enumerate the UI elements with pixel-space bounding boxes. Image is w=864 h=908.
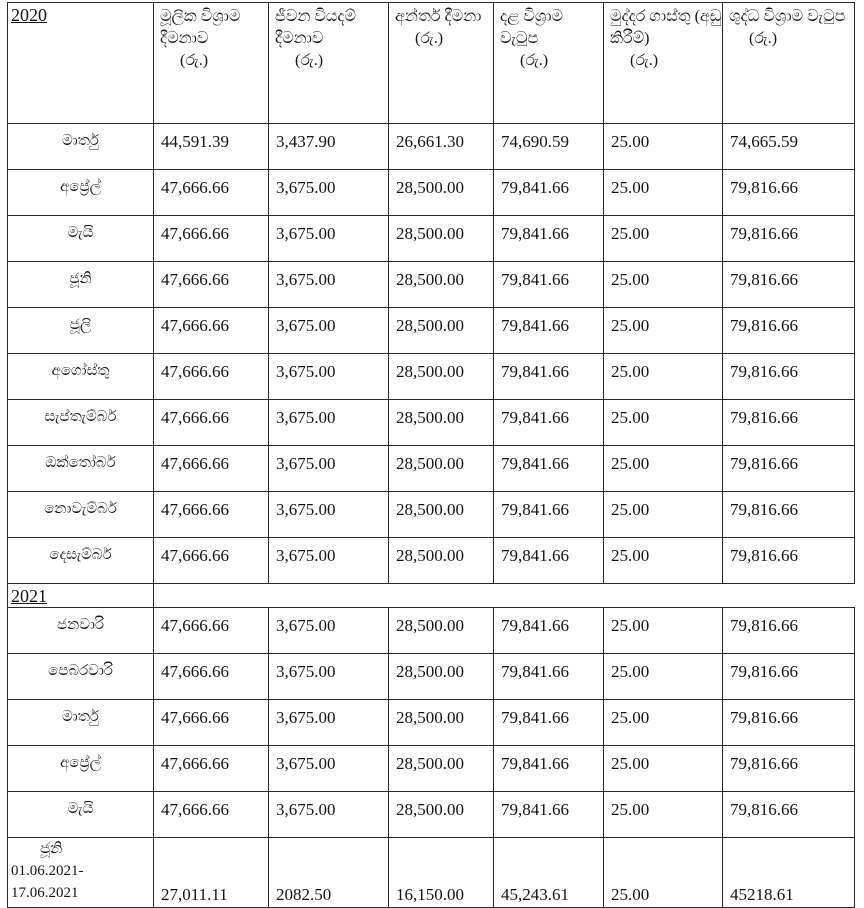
- interim-cell: 26,661.30: [389, 124, 494, 170]
- header-unit: (රු.): [520, 52, 549, 69]
- month-cell: ඔක්තෝබර්: [8, 446, 154, 492]
- gross-cell: 79,841.66: [494, 308, 604, 354]
- interim-cell: 28,500.00: [389, 308, 494, 354]
- stamp-cell: 25.00: [604, 170, 723, 216]
- net-cell: 79,816.66: [723, 792, 855, 838]
- stamp-cell: 25.00: [604, 538, 723, 584]
- table-row: [8, 262, 855, 308]
- table-row: [8, 354, 855, 400]
- basic-cell: 27,011.11: [154, 838, 269, 908]
- interim-cell: 28,500.00: [389, 792, 494, 838]
- table-row: [8, 446, 855, 492]
- stamp-cell: 25.00: [604, 308, 723, 354]
- date-to-text: 17.06.2021: [11, 885, 79, 901]
- interim-cell: 28,500.00: [389, 700, 494, 746]
- date-from-text: 01.06.2021-: [11, 863, 84, 879]
- pension-table: [7, 2, 855, 908]
- net-cell: 45218.61: [723, 838, 855, 908]
- gross-cell: 79,841.66: [494, 216, 604, 262]
- stamp-cell: 25.00: [604, 492, 723, 538]
- basic-cell: 47,666.66: [154, 492, 269, 538]
- header-unit: (රු.): [749, 30, 778, 47]
- header-cost-of-living: [269, 3, 389, 124]
- basic-cell: 47,666.66: [154, 216, 269, 262]
- net-cell: 79,816.66: [723, 700, 855, 746]
- table-row: [8, 654, 855, 700]
- net-cell: 79,816.66: [723, 400, 855, 446]
- header-label: ජීවන වියදම් දීමනාව: [275, 8, 356, 47]
- header-unit: (රු.): [415, 30, 444, 47]
- net-cell: 79,816.66: [723, 492, 855, 538]
- gross-cell: 79,841.66: [494, 608, 604, 654]
- gross-cell: 79,841.66: [494, 262, 604, 308]
- table-row: [8, 608, 855, 654]
- stamp-cell: 25.00: [604, 400, 723, 446]
- net-cell: 79,816.66: [723, 746, 855, 792]
- interim-cell: 28,500.00: [389, 170, 494, 216]
- gross-cell: 79,841.66: [494, 746, 604, 792]
- month-cell: ජූලි: [8, 308, 154, 354]
- stamp-cell: 25.00: [604, 608, 723, 654]
- basic-cell: 47,666.66: [154, 746, 269, 792]
- year-2020-label: 2020: [8, 3, 154, 124]
- month-cell: දෙසැම්බර්: [8, 538, 154, 584]
- header-label: මූලික විශ්‍රාම දීමනාව: [160, 8, 241, 47]
- basic-cell: 47,666.66: [154, 354, 269, 400]
- header-gross-pension: [494, 3, 604, 124]
- interim-cell: 28,500.00: [389, 400, 494, 446]
- interim-cell: 28,500.00: [389, 216, 494, 262]
- gross-cell: 79,841.66: [494, 492, 604, 538]
- stamp-cell: 25.00: [604, 746, 723, 792]
- net-cell: 79,816.66: [723, 608, 855, 654]
- basic-cell: 47,666.66: [154, 792, 269, 838]
- cola-cell: 2082.50: [269, 838, 389, 908]
- gross-cell: 79,841.66: [494, 170, 604, 216]
- month-cell: මැයි: [8, 792, 154, 838]
- cola-cell: 3,675.00: [269, 538, 389, 584]
- net-cell: 79,816.66: [723, 446, 855, 492]
- net-cell: 74,665.59: [723, 124, 855, 170]
- header-unit: (රු.): [180, 52, 209, 69]
- interim-cell: 28,500.00: [389, 492, 494, 538]
- month-cell: ජනවාරි: [8, 608, 154, 654]
- basic-cell: 47,666.66: [154, 538, 269, 584]
- cola-cell: 3,675.00: [269, 608, 389, 654]
- stamp-cell: 25.00: [604, 124, 723, 170]
- header-unit: (රු.): [630, 52, 659, 69]
- stamp-cell: 25.00: [604, 700, 723, 746]
- header-label: ශුද්ධ විශ්‍රාම වැටුප: [729, 8, 846, 25]
- header-interim-allowance: [389, 3, 494, 124]
- month-cell: මාර්තු: [8, 124, 154, 170]
- header-unit: (රු.): [295, 52, 324, 69]
- cola-cell: 3,675.00: [269, 746, 389, 792]
- table-row: [8, 308, 855, 354]
- interim-cell: 28,500.00: [389, 262, 494, 308]
- month-cell: මාර්තු: [8, 700, 154, 746]
- net-cell: 79,816.66: [723, 308, 855, 354]
- year-2021-label: 2021: [8, 584, 154, 608]
- cola-cell: 3,675.00: [269, 308, 389, 354]
- cola-cell: 3,675.00: [269, 262, 389, 308]
- header-label: අන්තර් දීමනා: [395, 8, 482, 25]
- stamp-cell: 25.00: [604, 792, 723, 838]
- cola-cell: 3,675.00: [269, 700, 389, 746]
- interim-cell: 28,500.00: [389, 354, 494, 400]
- cola-cell: 3,675.00: [269, 446, 389, 492]
- month-cell: මැයි: [8, 216, 154, 262]
- stamp-cell: 25.00: [604, 446, 723, 492]
- cola-cell: 3,675.00: [269, 792, 389, 838]
- month-cell: ජූනි: [8, 262, 154, 308]
- stamp-cell: 25.00: [604, 216, 723, 262]
- header-basic-pension: [154, 3, 269, 124]
- interim-cell: 16,150.00: [389, 838, 494, 908]
- gross-cell: 79,841.66: [494, 538, 604, 584]
- basic-cell: 47,666.66: [154, 170, 269, 216]
- net-cell: 79,816.66: [723, 262, 855, 308]
- cola-cell: 3,675.00: [269, 170, 389, 216]
- basic-cell: 47,666.66: [154, 262, 269, 308]
- basic-cell: 47,666.66: [154, 400, 269, 446]
- basic-cell: 47,666.66: [154, 608, 269, 654]
- header-net-pension: [723, 3, 855, 124]
- cola-cell: 3,675.00: [269, 216, 389, 262]
- table-row-partial-month: [8, 838, 855, 908]
- cola-cell: 3,675.00: [269, 400, 389, 446]
- month-cell: සැප්තැම්බර්: [8, 400, 154, 446]
- table-row: [8, 216, 855, 262]
- net-cell: 79,816.66: [723, 354, 855, 400]
- stamp-cell: 25.00: [604, 654, 723, 700]
- table-row: [8, 400, 855, 446]
- gross-cell: 79,841.66: [494, 446, 604, 492]
- header-label: මුද්දර ගාස්තු (අඩු කිරීම්): [610, 8, 722, 47]
- net-cell: 79,816.66: [723, 170, 855, 216]
- stamp-cell: 25.00: [604, 262, 723, 308]
- basic-cell: 44,591.39: [154, 124, 269, 170]
- month-text: ජූනි: [40, 841, 63, 857]
- month-cell: අප්‍රේල්: [8, 170, 154, 216]
- table-row: [8, 792, 855, 838]
- gross-cell: 79,841.66: [494, 354, 604, 400]
- interim-cell: 28,500.00: [389, 538, 494, 584]
- header-label: දළ විශ්‍රාම වැටුප: [500, 8, 564, 47]
- cola-cell: 3,675.00: [269, 354, 389, 400]
- stamp-cell: 25.00: [604, 838, 723, 908]
- interim-cell: 28,500.00: [389, 608, 494, 654]
- basic-cell: 47,666.66: [154, 700, 269, 746]
- gross-cell: 79,841.66: [494, 400, 604, 446]
- table-row: [8, 538, 855, 584]
- cola-cell: 3,675.00: [269, 654, 389, 700]
- cola-cell: 3,675.00: [269, 492, 389, 538]
- gross-cell: 79,841.66: [494, 700, 604, 746]
- gross-cell: 45,243.61: [494, 838, 604, 908]
- gross-cell: 74,690.59: [494, 124, 604, 170]
- table-row: [8, 124, 855, 170]
- basic-cell: 47,666.66: [154, 308, 269, 354]
- month-cell: අප්‍රේල්: [8, 746, 154, 792]
- net-cell: 79,816.66: [723, 654, 855, 700]
- interim-cell: 28,500.00: [389, 446, 494, 492]
- gross-cell: 79,841.66: [494, 792, 604, 838]
- table-row: [8, 170, 855, 216]
- table-row: [8, 700, 855, 746]
- header-stamp-duty: [604, 3, 723, 124]
- interim-cell: 28,500.00: [389, 746, 494, 792]
- year-row-blank: [154, 584, 855, 608]
- table-row: [8, 746, 855, 792]
- month-cell: පෙබරවාරි: [8, 654, 154, 700]
- basic-cell: 47,666.66: [154, 654, 269, 700]
- basic-cell: 47,666.66: [154, 446, 269, 492]
- stamp-cell: 25.00: [604, 354, 723, 400]
- year-row: [8, 584, 855, 608]
- month-cell: නොවැම්බර්: [8, 492, 154, 538]
- month-cell: අගෝස්තු: [8, 354, 154, 400]
- net-cell: 79,816.66: [723, 538, 855, 584]
- header-row: [8, 3, 855, 124]
- table-row: [8, 492, 855, 538]
- net-cell: 79,816.66: [723, 216, 855, 262]
- cola-cell: 3,437.90: [269, 124, 389, 170]
- month-cell: [8, 838, 154, 908]
- gross-cell: 79,841.66: [494, 654, 604, 700]
- interim-cell: 28,500.00: [389, 654, 494, 700]
